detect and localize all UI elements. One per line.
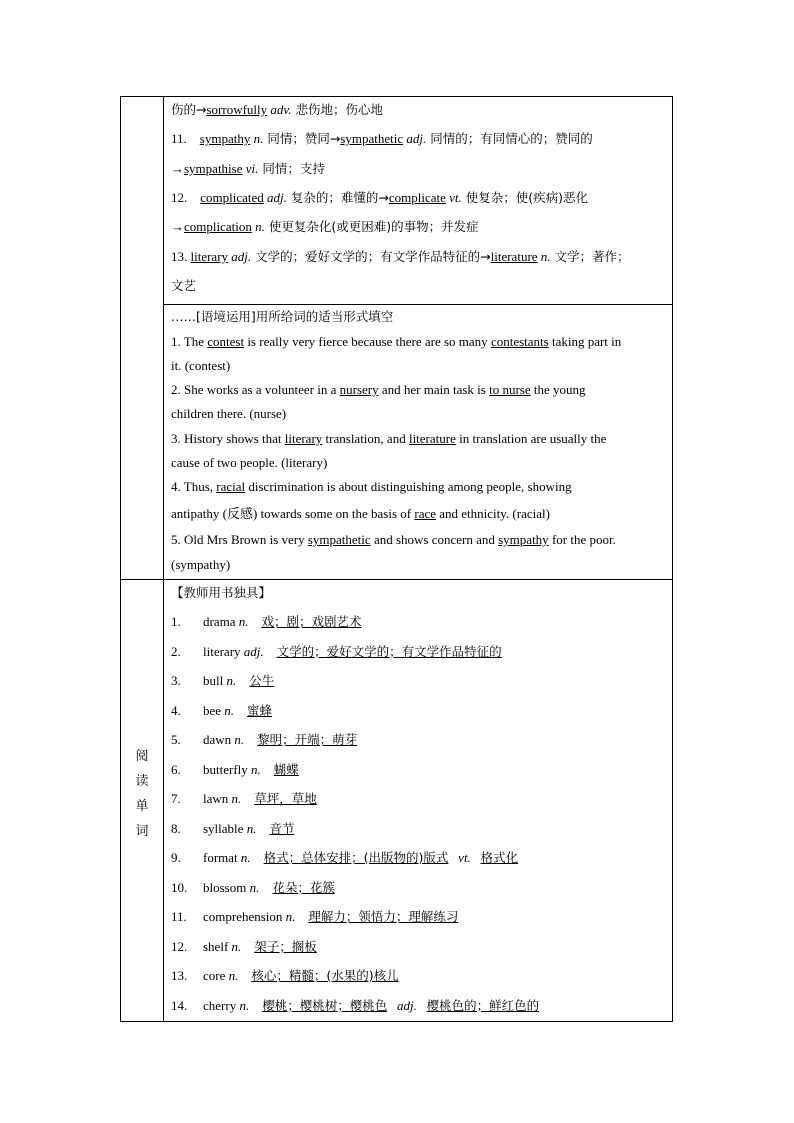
pos-label: n.: [243, 820, 257, 836]
item-number: 11.: [171, 909, 187, 924]
meaning: 文学；著作；: [550, 249, 630, 264]
pos-label: n.: [537, 249, 551, 264]
meaning: 同情；赞同→: [263, 131, 341, 146]
text: for the poor.: [548, 532, 616, 547]
meaning: 格式化: [480, 850, 519, 865]
meaning: 黎明；开端；萌芽: [257, 732, 358, 747]
answer-word: contestants: [490, 334, 549, 349]
word: format: [203, 850, 238, 865]
meaning: 公牛: [249, 673, 275, 688]
exercise-sentence-5-cont: (sympathy): [171, 557, 231, 572]
meaning: 格式；总体安排；(出版物的)版式: [263, 850, 449, 865]
meaning: 蜜蜂: [247, 702, 273, 718]
text: and her main task is: [378, 382, 490, 397]
pos-label: n.: [246, 879, 260, 895]
answer-word: literary: [284, 431, 323, 446]
answer-word: sympathetic: [340, 131, 404, 146]
text: 伤的→: [171, 102, 207, 117]
meaning: 草坪，草地: [254, 791, 317, 806]
word: bee: [203, 702, 222, 718]
derivation-line-1: [171, 101, 383, 119]
pos-label: n.: [221, 702, 235, 718]
word: core: [203, 968, 226, 983]
word-list-item: [171, 731, 357, 749]
meaning: 使更复杂化(或更困难)的事物；并发症: [264, 219, 479, 234]
meaning: 蝴蝶: [273, 761, 299, 777]
meaning: 樱桃色的；鲜红色的: [426, 997, 540, 1013]
item-number: 8.: [171, 820, 181, 836]
reading-words-label: [121, 745, 163, 845]
text: 1. The: [171, 334, 208, 349]
word-list-item: [171, 820, 294, 838]
word: butterfly: [203, 761, 248, 777]
word: dawn: [203, 732, 232, 747]
item-number: 14.: [171, 997, 188, 1013]
word-list-item: [171, 879, 335, 897]
word: cherry: [203, 997, 237, 1013]
word: comprehension: [203, 909, 283, 924]
word-list-item: [171, 761, 299, 779]
word: lawn: [203, 791, 229, 806]
answer-word: literature: [490, 249, 538, 264]
exercise-sentence-3: [171, 430, 606, 448]
pos-label: n.: [282, 909, 296, 924]
meaning: 同情；支持: [258, 161, 325, 176]
pos-label: adj.: [396, 997, 417, 1013]
pos-label: n.: [235, 614, 249, 629]
word: syllable: [203, 820, 244, 836]
word-list-item: [171, 790, 317, 808]
meaning: 樱桃；樱桃树；樱桃色: [262, 997, 388, 1013]
word-list-item: [171, 938, 317, 956]
answer-word: sympathy: [498, 532, 549, 547]
derivation-line-3: [171, 160, 325, 178]
answer-word: sorrowfully: [206, 102, 268, 117]
row-divider: [121, 579, 672, 580]
word-list-item: [171, 849, 518, 867]
item-number: 3.: [171, 673, 181, 688]
text: antipathy (反感) towards some on the basis of: [171, 506, 415, 521]
exercise-sentence-4: [171, 478, 572, 496]
answer-word: complicate: [388, 190, 446, 205]
answer-word: racial: [216, 479, 246, 494]
word-list-item: [171, 908, 458, 926]
pos-label: n.: [251, 219, 265, 234]
item-number: 12.: [171, 938, 188, 954]
word-list-item: [171, 967, 399, 985]
item-number: 5.: [171, 732, 181, 747]
item-number: 13.: [171, 249, 188, 264]
word-list-item: [171, 643, 502, 661]
meaning: 理解力；领悟力；理解练习: [308, 909, 459, 924]
text: is really very fierce because there are so many: [244, 334, 491, 349]
meaning: 文学的；爱好文学的；有文学作品特征的: [276, 643, 502, 659]
item-number: 4.: [171, 702, 181, 718]
pos-label: adj.: [263, 190, 287, 205]
text: 3. History shows that: [171, 431, 285, 446]
meaning: 音节: [269, 820, 295, 836]
meaning: 复杂的；难懂的→: [286, 190, 389, 205]
item-number: 10.: [171, 879, 188, 895]
word: drama: [203, 614, 236, 629]
exercise-sentence-2-cont: children there. (nurse): [171, 406, 287, 421]
word: literary: [203, 643, 241, 659]
derivation-line-7: 文艺: [171, 278, 197, 293]
pos-label: n.: [247, 761, 261, 777]
text: 5. Old Mrs Brown is very: [171, 532, 308, 547]
item-number: 9.: [171, 850, 181, 865]
item-number: 7.: [171, 791, 181, 806]
item-number: 6.: [171, 761, 181, 777]
exercise-sentence-5: [171, 531, 616, 549]
item-number: 2.: [171, 643, 181, 659]
answer-word: sympathy: [199, 131, 251, 146]
word: blossom: [203, 879, 247, 895]
pos-label: vt.: [458, 850, 471, 865]
vocabulary-table: [120, 96, 673, 1022]
pos-label: n.: [236, 997, 250, 1013]
meaning: 戏；剧；戏剧艺术: [261, 614, 362, 629]
text: 4. Thus,: [171, 479, 217, 494]
word-list-item: [171, 672, 274, 690]
pos-label: n.: [228, 938, 242, 954]
derivation-line-2: [171, 130, 593, 148]
teacher-edition-heading: 【教师用书独具】: [171, 585, 272, 600]
meaning: 架子；搁板: [254, 938, 317, 954]
pos-label: n.: [225, 968, 239, 983]
answer-word: sympathise: [184, 161, 243, 176]
pos-label: n.: [231, 732, 245, 747]
answer-word: race: [414, 506, 436, 521]
meaning: 核心；精髓；(水果的)核儿: [251, 968, 399, 983]
word: bull: [203, 673, 224, 688]
arrow: →: [171, 219, 184, 234]
answer-word: literary: [190, 249, 229, 264]
derivation-line-6: [171, 248, 630, 266]
word-list-item: [171, 997, 539, 1015]
meaning: 花朵；花簇: [272, 879, 335, 895]
side-char: 单: [135, 799, 149, 814]
exercise-sentence-1-cont: it. (contest): [171, 358, 231, 373]
text: and shows concern and: [370, 532, 499, 547]
exercise-heading: ……[语境运用]用所给词的适当形式填空: [171, 309, 394, 324]
pos-label: vt.: [445, 190, 462, 205]
row-divider: [163, 304, 672, 305]
answer-word: complication: [184, 219, 252, 234]
answer-word: contest: [207, 334, 245, 349]
answer-word: nursery: [339, 382, 379, 397]
pos-label: vi.: [242, 161, 259, 176]
exercise-sentence-1: [171, 333, 621, 351]
answer-word: literature: [408, 431, 456, 446]
side-char: 读: [135, 774, 149, 789]
meaning: 同情的；有同情心的；赞同的: [426, 131, 593, 146]
derivation-line-5: [171, 218, 479, 236]
text: discrimination is about distinguishing among people, showing: [245, 479, 572, 494]
meaning: 文学的；爱好文学的；有文学作品特征的→: [251, 249, 491, 264]
pos-label: n.: [250, 131, 264, 146]
pos-label: adj.: [228, 249, 252, 264]
item-number: 11.: [171, 131, 187, 146]
column-divider: [163, 97, 164, 1021]
text: 2. She works as a volunteer in a: [171, 382, 340, 397]
exercise-sentence-4-cont: [171, 505, 550, 523]
pos-label: adj.: [403, 131, 427, 146]
pos-label: n.: [237, 850, 251, 865]
pos-label: n.: [228, 791, 242, 806]
side-char: 阅: [135, 749, 149, 764]
text: the young: [530, 382, 586, 397]
meaning: 悲伤地；伤心地: [291, 102, 383, 117]
meaning: 使复杂；使(疾病)恶化: [461, 190, 589, 205]
word: shelf: [203, 938, 229, 954]
pos-label: adv.: [267, 102, 292, 117]
pos-label: adj.: [240, 643, 264, 659]
text: in translation are usually the: [455, 431, 607, 446]
side-char: 词: [135, 824, 149, 839]
item-number: 1.: [171, 614, 181, 629]
text: taking part in: [548, 334, 622, 349]
derivation-line-4: [171, 189, 588, 207]
exercise-sentence-2: [171, 381, 586, 399]
pos-label: n.: [223, 673, 237, 688]
answer-word: sympathetic: [307, 532, 371, 547]
word-list-item: [171, 613, 362, 631]
exercise-sentence-3-cont: cause of two people. (literary): [171, 455, 328, 470]
text: translation, and: [322, 431, 409, 446]
text: and ethnicity. (racial): [436, 506, 550, 521]
answer-word: to nurse: [489, 382, 531, 397]
item-number: 12.: [171, 190, 188, 205]
item-number: 13.: [171, 968, 188, 983]
word-list-item: [171, 702, 272, 720]
arrow: →: [171, 161, 184, 176]
answer-word: complicated: [200, 190, 264, 205]
